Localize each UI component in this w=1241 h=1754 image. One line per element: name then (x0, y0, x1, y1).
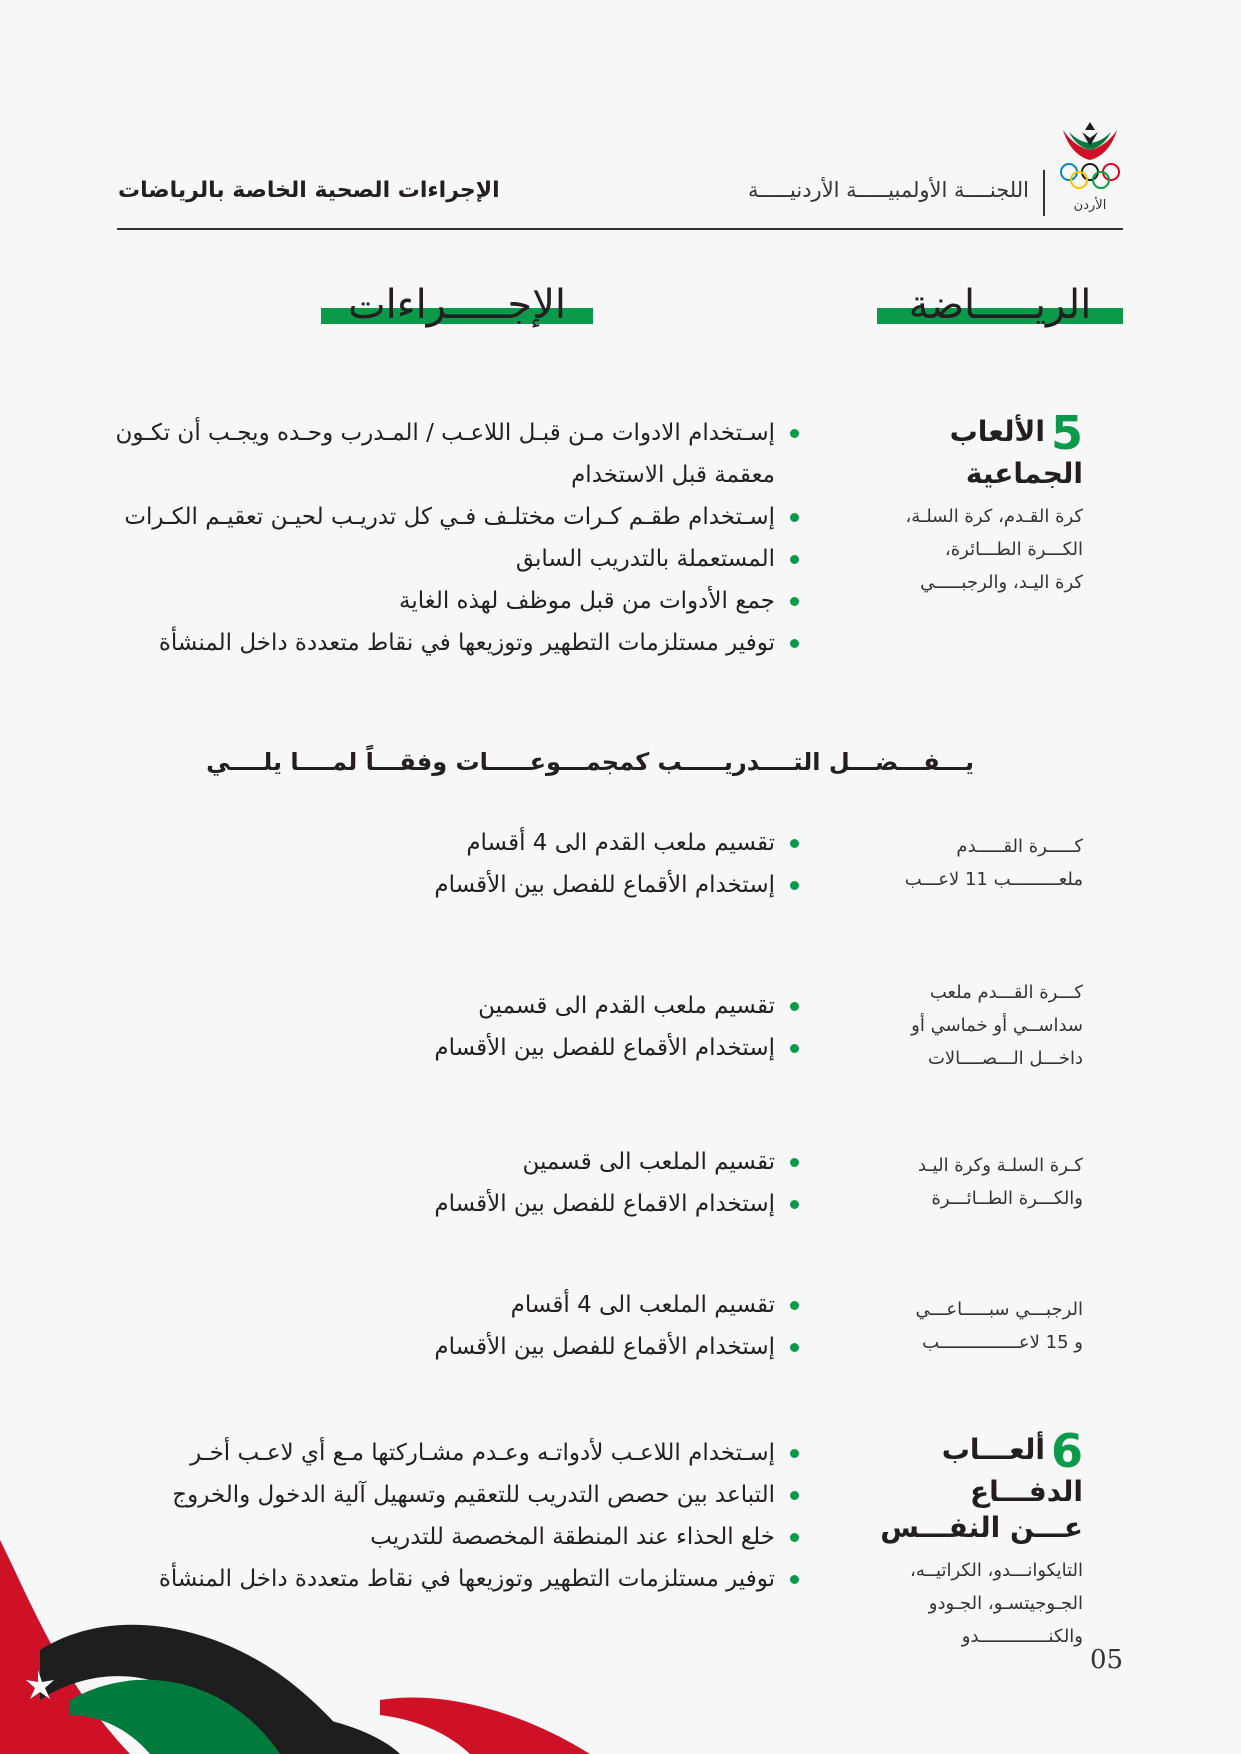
group-3-procedures (299, 1141, 799, 1225)
list-item (109, 454, 799, 496)
sport-line: الجـوجيتسـو، الجـودو (928, 1593, 1083, 1614)
procedure-text: توفير مستلزمات التطهير وتوزيعها في نقاط متعددة داخل المنشأة (158, 630, 775, 656)
procedure-text: إسـتخدام الادوات مـن قبـل اللاعـب / المـدرب وحـده ويجـب أن تكـون (115, 420, 775, 446)
sport-line: كـــــرة القـــــدم (956, 836, 1083, 857)
list-item (109, 1432, 799, 1474)
sport-line: ملعـــــــــب 11 لاعـــب (904, 869, 1083, 890)
list-item (109, 538, 799, 580)
bullet-icon (790, 1044, 799, 1053)
sport-line: والكنـــــــــــــدو (961, 1626, 1083, 1647)
bullet-icon (790, 639, 799, 648)
section-title: ألعـــاب الدفـــاع (941, 1433, 1083, 1508)
procedure-text: توفير مستلزمات التطهير وتوزيعها في نقاط متعددة داخل المنشأة (158, 1566, 775, 1592)
sport-column-heading (877, 280, 1123, 330)
section-number: 5 (1050, 406, 1083, 460)
procedure-text: إسـتخدام اللاعـب لأدواتـه وعـدم مشـاركتها مـع أي لاعـب أخـر (190, 1440, 775, 1466)
procedure-text: إسـتخدام طقـم كـرات مختلـف فـي كل تدريـب لحيـن تعقيـم الكـرات (124, 504, 775, 530)
procedure-text: التباعد بين حصص التدريب للتعقيم وتسهيل آلية الدخول والخروج (172, 1482, 775, 1508)
list-item (109, 1516, 799, 1558)
bullet-icon (790, 1158, 799, 1167)
section-6-sport (863, 1424, 1083, 1653)
section-5-title-row (863, 406, 1083, 492)
list-item (299, 822, 799, 864)
bullet-icon (790, 1343, 799, 1352)
group-4-sport (863, 1293, 1083, 1359)
sport-line: الرجبـــي سبـــــاعـــي (915, 1299, 1083, 1320)
group-2-procedures (299, 985, 799, 1069)
group-1-sport (863, 830, 1083, 896)
procedure-text: إستخدام الأقماع للفصل بين الأقسام (434, 1035, 775, 1061)
group-4-procedures (299, 1284, 799, 1368)
list-item (299, 1141, 799, 1183)
procedure-text: خلع الحذاء عند المنطقة المخصصة للتدريب (370, 1524, 775, 1550)
list-item (299, 1027, 799, 1069)
sport-line: التايكوانـــدو، الكراتيــه، (910, 1560, 1083, 1581)
sport-line: كـرة السلـة وكرة اليـد (917, 1155, 1083, 1176)
list-item (299, 985, 799, 1027)
org-name: اللجنــــة الأولمبيـــــة الأردنيـــــة (748, 178, 1029, 202)
list-item (299, 1284, 799, 1326)
section-title: الألعاب الجماعية (949, 415, 1083, 490)
bullet-icon (790, 1301, 799, 1310)
list-item (109, 622, 799, 664)
procedure-text: تقسيم الملعب الى قسمين (522, 1149, 775, 1175)
group-3-sport (863, 1149, 1083, 1215)
sport-line: كرة القـدم، كرة السلـة، (905, 506, 1083, 527)
sport-line: داخـــل الـــصــــالات (927, 1048, 1083, 1069)
section-6-procedures (109, 1432, 799, 1600)
group-1-procedures (299, 822, 799, 906)
list-item (109, 580, 799, 622)
bullet-icon (790, 1449, 799, 1458)
procedure-text: تقسيم الملعب الى 4 أقسام (510, 1292, 775, 1318)
procedure-text: إستخدام الاقماع للفصل بين الأقسام (434, 1191, 775, 1217)
section-5-procedures (109, 412, 799, 664)
list-item (109, 1558, 799, 1600)
sport-line: الكـــرة الطـــائرة، (944, 539, 1083, 560)
list-item (109, 496, 799, 538)
bullet-icon (790, 1200, 799, 1209)
sport-heading-text: الريـــــاضة (908, 282, 1092, 328)
sport-line: كرة اليـد، والرجبـــــي (920, 572, 1083, 593)
bullet-icon (790, 513, 799, 522)
sport-line: كـــرة القـــدم ملعب (929, 982, 1083, 1003)
section-title-line-2: عـــن النفـــس (880, 1511, 1083, 1544)
header-rule (117, 228, 1123, 230)
procedure-text: جمع الأدوات من قبل موظف لهذه الغاية (399, 588, 775, 614)
header-divider (1043, 170, 1045, 216)
procedure-text: معقمة قبل الاستخدام (571, 462, 775, 488)
procedure-text: تقسيم ملعب القدم الى 4 أقسام (466, 830, 775, 856)
list-item (299, 1183, 799, 1225)
list-item (109, 1474, 799, 1516)
document-title: الإجراءات الصحية الخاصة بالرياضات (118, 178, 500, 203)
bullet-icon (790, 839, 799, 848)
list-item (299, 1326, 799, 1368)
procedure-text: إستخدام الأقماع للفصل بين الأقسام (434, 1334, 775, 1360)
procedure-text: المستعملة بالتدريب السابق (515, 546, 775, 572)
section-6-title-row (863, 1424, 1083, 1510)
section-5-sport (863, 406, 1083, 599)
bullet-icon (790, 1002, 799, 1011)
list-item (299, 864, 799, 906)
logo-wordmark: الأردن (1073, 198, 1107, 213)
bullet-icon (790, 555, 799, 564)
procedure-text: إستخدام الأقماع للفصل بين الأقسام (434, 872, 775, 898)
group-2-sport (863, 976, 1083, 1075)
page-number: 05 (1090, 1645, 1124, 1675)
procedures-heading-text: الإجـــــراءات (347, 282, 566, 328)
list-item (109, 412, 799, 454)
sport-line: و 15 لاعـــــــــــــــب (922, 1332, 1083, 1353)
bullet-icon (790, 1491, 799, 1500)
bullet-icon (790, 429, 799, 438)
bullet-icon (790, 1533, 799, 1542)
procedure-text: تقسيم ملعب القدم الى قسمين (478, 993, 775, 1019)
sport-line: والكـــرة الطــائـــرة (931, 1188, 1083, 1209)
bullet-icon (790, 597, 799, 606)
section-number: 6 (1050, 1424, 1083, 1478)
bullet-icon (790, 1575, 799, 1584)
procedures-column-heading (321, 280, 593, 330)
groups-heading: يـــفـــضـــل التــــدريـــــب كمجمـــوعـــــات وفقـــاً لمــــا يلــــي (206, 748, 974, 776)
bullet-icon (790, 881, 799, 890)
sport-line: سداســي أو خماسي أو (911, 1015, 1083, 1036)
